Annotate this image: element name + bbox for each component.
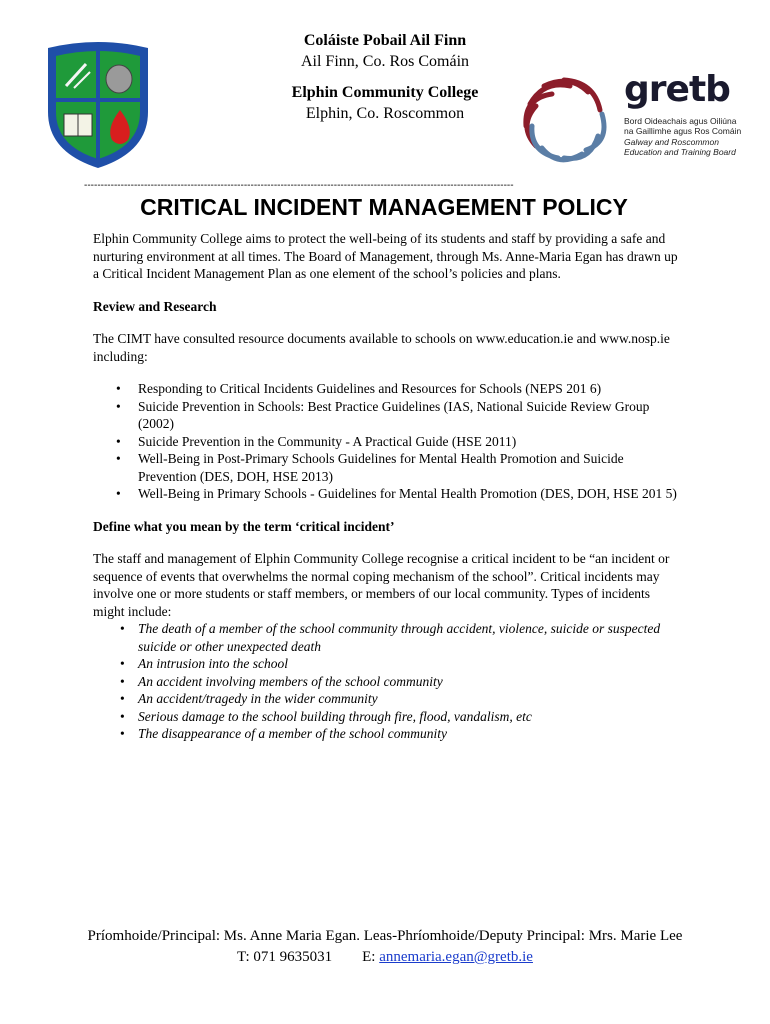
list-item: • An intrusion into the school bbox=[138, 655, 683, 673]
irish-school-name: Coláiste Pobail Ail Finn bbox=[303, 32, 467, 49]
gretb-irish-line-1: Bord Oideachais agus Oiliúna bbox=[624, 116, 737, 126]
header-divider: --------------------------------------------------------------------------------------------------------------------------------- bbox=[84, 180, 514, 191]
list-item: • The death of a member of the school community through accident, violence, suicide or suspected suicide or other unexpected death bbox=[138, 620, 683, 655]
list-item: • Responding to Critical Incidents Guidelines and Resources for Schools (NEPS 201 6) bbox=[138, 380, 683, 398]
incident-types-list bbox=[93, 620, 683, 743]
list-item: • Well-Being in Primary Schools - Guidelines for Mental Health Promotion (DES, DOH, HSE 201 5) bbox=[138, 485, 683, 503]
gretb-title: gretb bbox=[624, 69, 730, 110]
footer-staff: Príomhoide/Principal: Ms. Anne Maria Egan. Leas-Phríomhoide/Deputy Principal: Mrs. Marie Lee bbox=[87, 928, 683, 944]
gretb-irish-line-2: na Gaillimhe agus Ros Comáin bbox=[624, 126, 742, 136]
policy-body bbox=[93, 230, 683, 743]
gretb-swirl-logo bbox=[514, 70, 614, 170]
irish-address: Ail Finn, Co. Ros Comáin bbox=[300, 53, 470, 70]
english-school-name: Elphin Community College bbox=[291, 84, 479, 101]
phone-label: T bbox=[237, 949, 246, 965]
gretb-english-line-1: Galway and Roscommon bbox=[624, 137, 719, 147]
list-item: • Serious damage to the school building through fire, flood, vandalism, etc bbox=[138, 708, 683, 726]
gretb-english-line-2: Education and Training Board bbox=[624, 147, 736, 157]
review-paragraph: The CIMT have consulted resource documents available to schools on www.education.ie and www.nosp.ie including: bbox=[93, 331, 670, 364]
define-paragraph: The staff and management of Elphin Community College recognise a critical incident to be “an incident or sequence of events that overwhelms the normal coping mechanism of the school”. Critical incidents may involve one or more students or staff members, or members of our local community. Types of incidents might include: bbox=[93, 551, 670, 619]
school-header bbox=[230, 30, 540, 124]
school-crest bbox=[44, 42, 152, 170]
list-item: • An accident/tragedy in the wider community bbox=[138, 690, 683, 708]
english-address: Elphin, Co. Roscommon bbox=[305, 105, 465, 122]
footer-contact: T: 071 9635031 E: annemaria.egan@gretb.ie bbox=[237, 949, 533, 965]
gretb-wordmark bbox=[624, 69, 764, 157]
phone-number: : 071 9635031 bbox=[245, 949, 333, 965]
review-heading: Review and Research bbox=[93, 298, 217, 314]
list-item: • The disappearance of a member of the school community bbox=[138, 725, 683, 743]
define-heading: Define what you mean by the term ‘critical incident’ bbox=[93, 518, 395, 534]
list-item: • Well-Being in Post-Primary Schools Guidelines for Mental Health Promotion and Suicide Prevention (DES, DOH, HSE 2013) bbox=[138, 450, 683, 485]
intro-paragraph: Elphin Community College aims to protect the well-being of its students and staff by providing a safe and nurturing environment at all times. The Board of Management, through Ms. Anne-Maria Egan has drawn up a Critical Incident Management Plan as one element of the school’s policies and plans. bbox=[93, 231, 678, 281]
footer bbox=[0, 926, 770, 968]
email-link[interactable]: annemaria.egan@gretb.ie bbox=[379, 949, 533, 965]
policy-title: CRITICAL INCIDENT MANAGEMENT POLICY bbox=[140, 194, 628, 220]
list-item: • Suicide Prevention in the Community - A Practical Guide (HSE 2011) bbox=[138, 433, 683, 451]
email-label: E bbox=[362, 949, 372, 965]
resource-list bbox=[93, 380, 683, 503]
list-item: • Suicide Prevention in Schools: Best Practice Guidelines (IAS, National Suicide Review Group (2002) bbox=[138, 398, 683, 433]
list-item: • An accident involving members of the school community bbox=[138, 673, 683, 691]
